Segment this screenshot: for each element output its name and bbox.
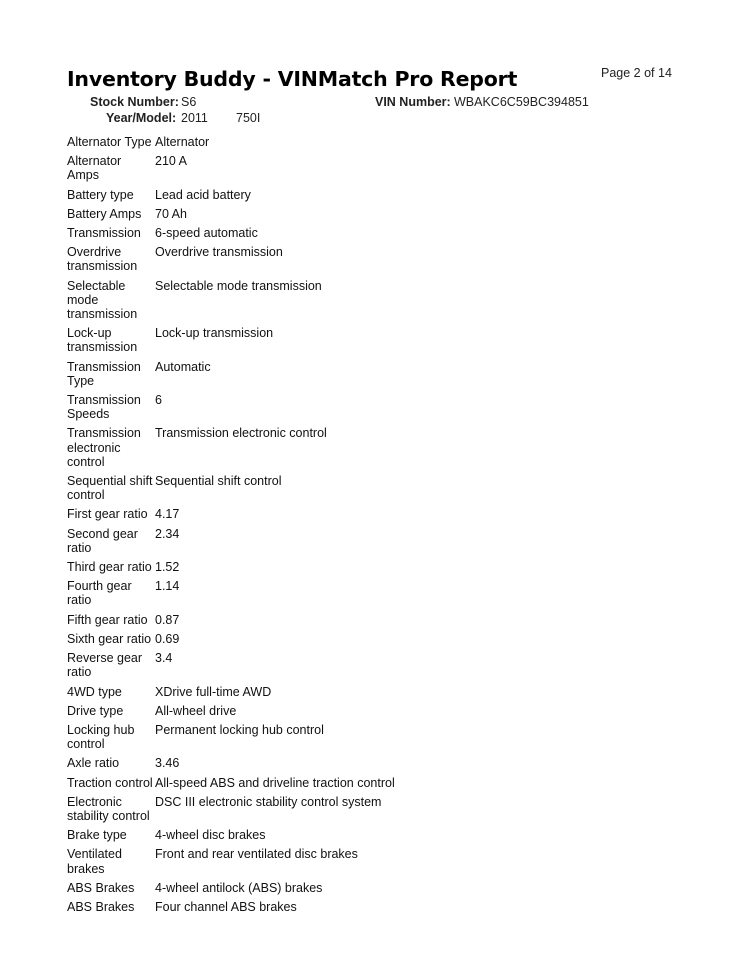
spec-value: 70 Ah — [155, 206, 187, 221]
spec-row — [67, 424, 427, 472]
spec-row — [67, 224, 427, 243]
spec-label: Reverse gear ratio — [67, 651, 143, 680]
model-value: 750I — [236, 111, 261, 125]
spec-label: ABS Brakes — [67, 899, 135, 914]
spec-value: 6-speed automatic — [155, 226, 258, 241]
spec-value: 210 A — [155, 154, 187, 169]
year-value: 2011 — [181, 111, 208, 125]
spec-value: 4-wheel disc brakes — [155, 828, 266, 843]
spec-value: 1.52 — [155, 560, 180, 575]
spec-value: 0.69 — [155, 631, 180, 646]
spec-value: 6 — [155, 393, 162, 408]
vin-number-value: WBAKC6C59BC394851 — [454, 95, 589, 109]
spec-row — [67, 525, 427, 558]
spec-row — [67, 324, 427, 357]
spec-value: Four channel ABS brakes — [155, 899, 297, 914]
spec-value: 1.14 — [155, 579, 180, 594]
spec-value: 4.17 — [155, 507, 180, 522]
spec-label: Traction control — [67, 775, 153, 790]
spec-row — [67, 826, 427, 845]
spec-label: Fourth gear ratio — [67, 579, 132, 608]
spec-row — [67, 577, 427, 610]
spec-label: Transmission Type — [67, 359, 141, 388]
spec-row — [67, 721, 427, 754]
spec-value: Transmission electronic control — [155, 426, 327, 441]
spec-value: All-wheel drive — [155, 703, 237, 718]
spec-value: Sequential shift control — [155, 474, 282, 489]
report-title: Inventory Buddy - VINMatch Pro Report — [67, 67, 518, 91]
spec-label: Transmission electronic control — [67, 426, 141, 469]
spec-label: Fifth gear ratio — [67, 612, 148, 627]
spec-label: Third gear ratio — [67, 560, 152, 575]
spec-row — [67, 754, 427, 773]
spec-value: Permanent locking hub control — [155, 722, 324, 737]
stock-number-label: Stock Number: — [90, 95, 179, 109]
spec-row — [67, 793, 427, 826]
spec-label: ABS Brakes — [67, 880, 135, 895]
stock-number-value: S6 — [181, 95, 197, 109]
spec-row — [67, 472, 427, 505]
spec-label: Electronic stability control — [67, 794, 150, 823]
spec-value: XDrive full-time AWD — [155, 684, 272, 699]
spec-row — [67, 630, 427, 649]
spec-label: Transmission Speeds — [67, 393, 141, 422]
spec-row — [67, 133, 427, 152]
spec-label: Selectable mode transmission — [67, 278, 138, 322]
spec-label: 4WD type — [67, 684, 122, 699]
spec-label: Sixth gear ratio — [67, 631, 152, 646]
spec-value: Lead acid battery — [155, 187, 251, 202]
spec-label: Overdrive transmission — [67, 245, 138, 274]
spec-value: Overdrive transmission — [155, 245, 283, 260]
spec-label: Second gear ratio — [67, 526, 138, 555]
spec-row — [67, 683, 427, 702]
spec-row — [67, 702, 427, 721]
spec-row — [67, 243, 427, 276]
vin-number-label: VIN Number: — [375, 95, 451, 109]
spec-value: Automatic — [155, 359, 211, 374]
spec-value: All-speed ABS and driveline traction control — [155, 775, 395, 790]
spec-value: 2.34 — [155, 526, 180, 541]
spec-row — [67, 611, 427, 630]
spec-label: Axle ratio — [67, 756, 120, 771]
spec-table-body — [67, 133, 427, 917]
spec-row — [67, 558, 427, 577]
spec-row — [67, 898, 427, 917]
page-number: Page 2 of 14 — [601, 66, 672, 80]
spec-row — [67, 391, 427, 424]
spec-value: Selectable mode transmission — [155, 278, 322, 293]
spec-label: Drive type — [67, 703, 124, 718]
spec-value: Lock-up transmission — [155, 326, 274, 341]
spec-label: First gear ratio — [67, 507, 148, 522]
spec-row — [67, 505, 427, 524]
spec-label: Alternator Amps — [67, 154, 122, 183]
spec-row — [67, 152, 427, 185]
spec-row — [67, 649, 427, 682]
year-model-label: Year/Model: — [106, 111, 177, 125]
spec-label: Lock-up transmission — [67, 326, 138, 355]
spec-value: 4-wheel antilock (ABS) brakes — [155, 880, 323, 895]
spec-row — [67, 879, 427, 898]
spec-label: Ventilated brakes — [67, 847, 122, 876]
spec-label: Battery Amps — [67, 206, 142, 221]
spec-row — [67, 774, 427, 793]
spec-row — [67, 358, 427, 391]
spec-value: DSC III electronic stability control system — [155, 794, 382, 809]
spec-value: 3.4 — [155, 651, 173, 666]
spec-value: Alternator — [155, 135, 210, 149]
spec-row — [67, 205, 427, 224]
spec-label: Brake type — [67, 828, 127, 843]
spec-value: 3.46 — [155, 756, 180, 771]
spec-value: 0.87 — [155, 612, 180, 627]
spec-label: Sequential shift control — [67, 474, 153, 503]
spec-label: Transmission — [67, 226, 141, 241]
spec-label: Battery type — [67, 187, 134, 202]
spec-value: Front and rear ventilated disc brakes — [155, 847, 358, 862]
spec-row — [67, 845, 427, 878]
spec-label: Locking hub control — [67, 722, 135, 752]
spec-row — [67, 277, 427, 325]
spec-label: Alternator Type — [67, 135, 152, 149]
spec-row — [67, 186, 427, 205]
spec-table — [67, 133, 427, 917]
